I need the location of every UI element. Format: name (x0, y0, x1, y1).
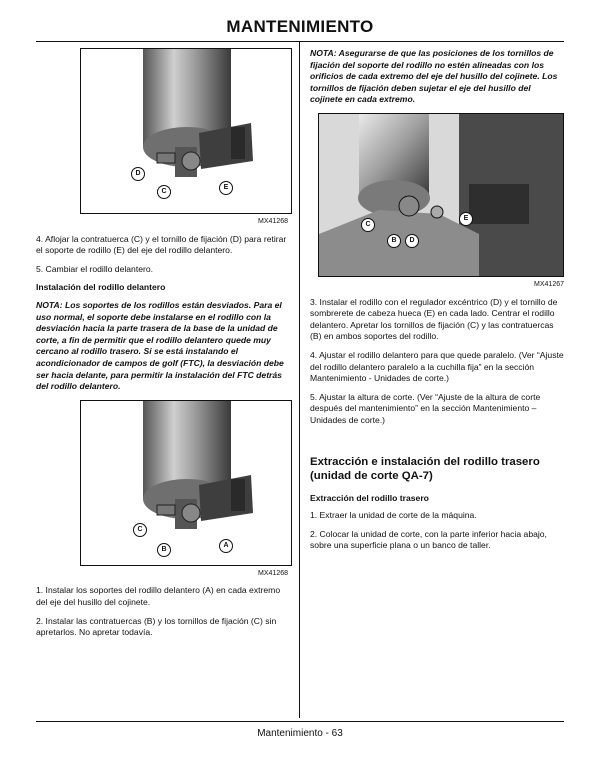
subheading-front-roller-install: Instalación del rodillo delantero (36, 282, 166, 293)
header-rule (36, 41, 564, 42)
roller-bracket-illustration (81, 49, 291, 213)
right-column (310, 48, 564, 559)
page-footer: Mantenimiento - 63 (257, 728, 343, 739)
callout-e: E (459, 212, 473, 226)
roller-installed-illustration (319, 114, 563, 276)
figure-code: MX41267 (534, 280, 564, 288)
step-1-remove-cutting-unit: 1. Extraer la unidad de corte de la máquina. (310, 510, 477, 521)
callout-c: C (361, 218, 375, 232)
callout-c: C (157, 185, 171, 199)
callout-b: B (157, 543, 171, 557)
subheading-rear-roller-removal: Extracción del rodillo trasero (310, 492, 429, 503)
callout-d: D (131, 167, 145, 181)
page-title: MANTENIMIENTO (226, 17, 374, 36)
left-column (36, 48, 288, 646)
callout-a: A (219, 539, 233, 553)
figure-code: MX41268 (258, 218, 288, 225)
step-2-install-locknuts: 2. Instalar las contratuercas (B) y los tornillos de fijación (C) sin apretarlos. No apretar todavía. (36, 615, 277, 638)
column-divider (299, 42, 300, 718)
callout-c: C (133, 523, 147, 537)
footer-rule (36, 721, 564, 722)
note-setscrew-position: NOTA: Asegurarse de que las posiciones de los tornillos de fijación del soporte del rodillo no estén alineadas con los orificios de cada extremo del eje del husillo del cojinete. Los tornillos de fijación deben sujetar el eje del husillo del cojinete en cada extremo. (310, 48, 558, 105)
callout-b: B (387, 234, 401, 248)
figure-roller-installed (318, 113, 564, 277)
callout-d: D (405, 234, 419, 248)
note-offset-brackets: NOTA: Los soportes de los rodillos están desviados. Para el uso normal, el soporte debe instalarse en el rodillo con la desviación hacia la parte trasera de la base de la unidad de corte, a fin de permitir que el rodillo delantero quede muy cercano al rodillo trasero. Si se está instalando el acondicionador de campos de golf (FTC), la desviación debe ser hacia delante, para permitir la instalación del FTC detrás del rodillo delantero. (36, 299, 284, 392)
roller-bracket-install-illustration (81, 401, 291, 565)
figure-roller-bracket-removal (80, 48, 292, 214)
step-3-install-roller: 3. Instalar el rodillo con el regulador excéntrico (D) y el tornillo de sombrerete de cabeza hueca (E) en cada lado. Centrar el rodillo delantero. Apretar los tornillos de fijación (C) y las contratuercas (B) en ambos soportes del rodillo. (310, 296, 558, 342)
step-5-adjust-height: 5. Ajustar la altura de corte. (Ver “Ajuste de la altura de corte después del mantenimiento” en la sección Mantenimiento – Unidades de corte.) (310, 391, 541, 425)
step-4-adjust-parallel: 4. Ajustar el rodillo delantero para que quede paralelo. (Ver “Ajuste del rodillo delantero paralelo a la cuchilla fija” en la sección Mantenimiento - Unidades de corte.) (310, 349, 564, 384)
figure-code: MX41268 (258, 569, 288, 577)
section-heading-rear-roller: Extracción e instalación del rodillo trasero (unidad de corte QA-7) (310, 455, 540, 482)
page-header (36, 16, 564, 42)
step-4-remove-bracket: 4. Aflojar la contratuerca (C) y el tornillo de fijación (D) para retirar el soporte de rodillo (E) del eje del rodillo delantero. (36, 233, 287, 256)
step-2-place-on-bench: 2. Colocar la unidad de corte, con la parte inferior hacia abajo, sobre una superficie plana o un banco de taller. (310, 528, 547, 551)
callout-e: E (219, 181, 233, 195)
step-1-install-brackets: 1. Instalar los soportes del rodillo delantero (A) en cada extremo del eje del husillo del cojinete. (36, 585, 281, 607)
figure-roller-bracket-install (80, 400, 292, 566)
step-5-replace-roller: 5. Cambiar el rodillo delantero. (36, 263, 154, 274)
